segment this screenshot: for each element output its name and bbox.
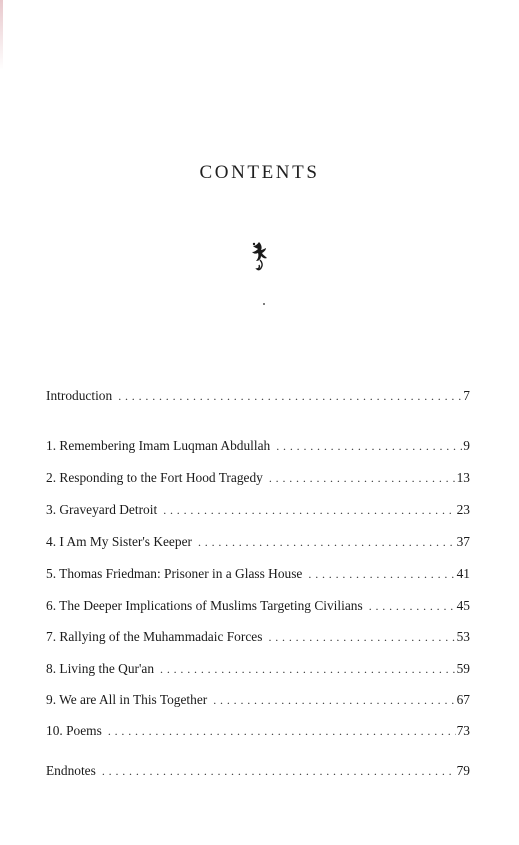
toc-entry-title: 2. Responding to the Fort Hood Tragedy bbox=[46, 470, 263, 485]
toc-leader-dots bbox=[198, 532, 456, 552]
page-edge-mark bbox=[0, 0, 3, 70]
toc-entry-endnotes bbox=[46, 761, 470, 781]
floral-ornament-icon bbox=[246, 240, 272, 272]
toc-entry-page: 37 bbox=[456, 534, 470, 549]
toc-entry-chapter-6 bbox=[46, 596, 470, 616]
toc-entry-chapter-3 bbox=[46, 500, 470, 520]
toc-entry-title: 5. Thomas Friedman: Prisoner in a Glass House bbox=[46, 566, 303, 581]
toc-leader-dots bbox=[268, 627, 455, 647]
toc-entry-chapter-4 bbox=[46, 532, 470, 552]
toc-entry-page: 73 bbox=[456, 723, 470, 738]
toc-entry-title: 4. I Am My Sister's Keeper bbox=[46, 534, 192, 549]
page-title: CONTENTS bbox=[199, 162, 320, 183]
toc-entry-page: 23 bbox=[456, 502, 470, 517]
toc-entry-chapter-7 bbox=[46, 627, 470, 647]
toc-entry-title: Endnotes bbox=[46, 763, 96, 778]
toc-leader-dots bbox=[118, 386, 462, 406]
toc-entry-page: 53 bbox=[456, 629, 470, 644]
toc-entry-title: 9. We are All in This Together bbox=[46, 692, 208, 707]
toc-entry-page: 79 bbox=[456, 763, 470, 778]
toc-entry-page: 41 bbox=[456, 566, 470, 581]
toc-entry-chapter-9 bbox=[46, 690, 470, 710]
toc-entry-title: 8. Living the Qur'an bbox=[46, 661, 155, 676]
toc-entry-chapter-5 bbox=[46, 564, 470, 584]
toc-leader-dots bbox=[308, 564, 455, 584]
toc-leader-dots bbox=[213, 690, 455, 710]
toc-entry-title: 3. Graveyard Detroit bbox=[46, 502, 158, 517]
toc-entry-title: 6. The Deeper Implications of Muslims Targeting Civilians bbox=[46, 598, 363, 613]
toc-entry-title: 7. Rallying of the Muhammadaic Forces bbox=[46, 629, 263, 644]
toc-entry-chapter-10 bbox=[46, 721, 470, 741]
toc-entry-page: 45 bbox=[456, 598, 470, 613]
toc-leader-dots bbox=[163, 500, 455, 520]
ink-speck bbox=[263, 303, 265, 305]
toc-leader-dots bbox=[160, 659, 456, 679]
toc-entry-chapter-2 bbox=[46, 468, 470, 488]
toc-entry-title: Introduction bbox=[46, 388, 113, 403]
toc-entry-chapter-1 bbox=[46, 436, 470, 456]
toc-entry-page: 67 bbox=[456, 692, 470, 707]
toc-entry-page: 9 bbox=[463, 438, 470, 453]
toc-entry-introduction bbox=[46, 386, 470, 406]
toc-leader-dots bbox=[269, 468, 456, 488]
toc-entry-title: 1. Remembering Imam Luqman Abdullah bbox=[46, 438, 271, 453]
toc-leader-dots bbox=[102, 761, 456, 781]
toc-entry-title: 10. Poems bbox=[46, 723, 102, 738]
toc-leader-dots bbox=[276, 436, 462, 456]
toc-entry-page: 13 bbox=[456, 470, 470, 485]
toc-entry-page: 7 bbox=[463, 388, 470, 403]
toc-leader-dots bbox=[369, 596, 456, 616]
toc-entry-chapter-8 bbox=[46, 659, 470, 679]
toc-leader-dots bbox=[108, 721, 456, 741]
toc-entry-page: 59 bbox=[456, 661, 470, 676]
